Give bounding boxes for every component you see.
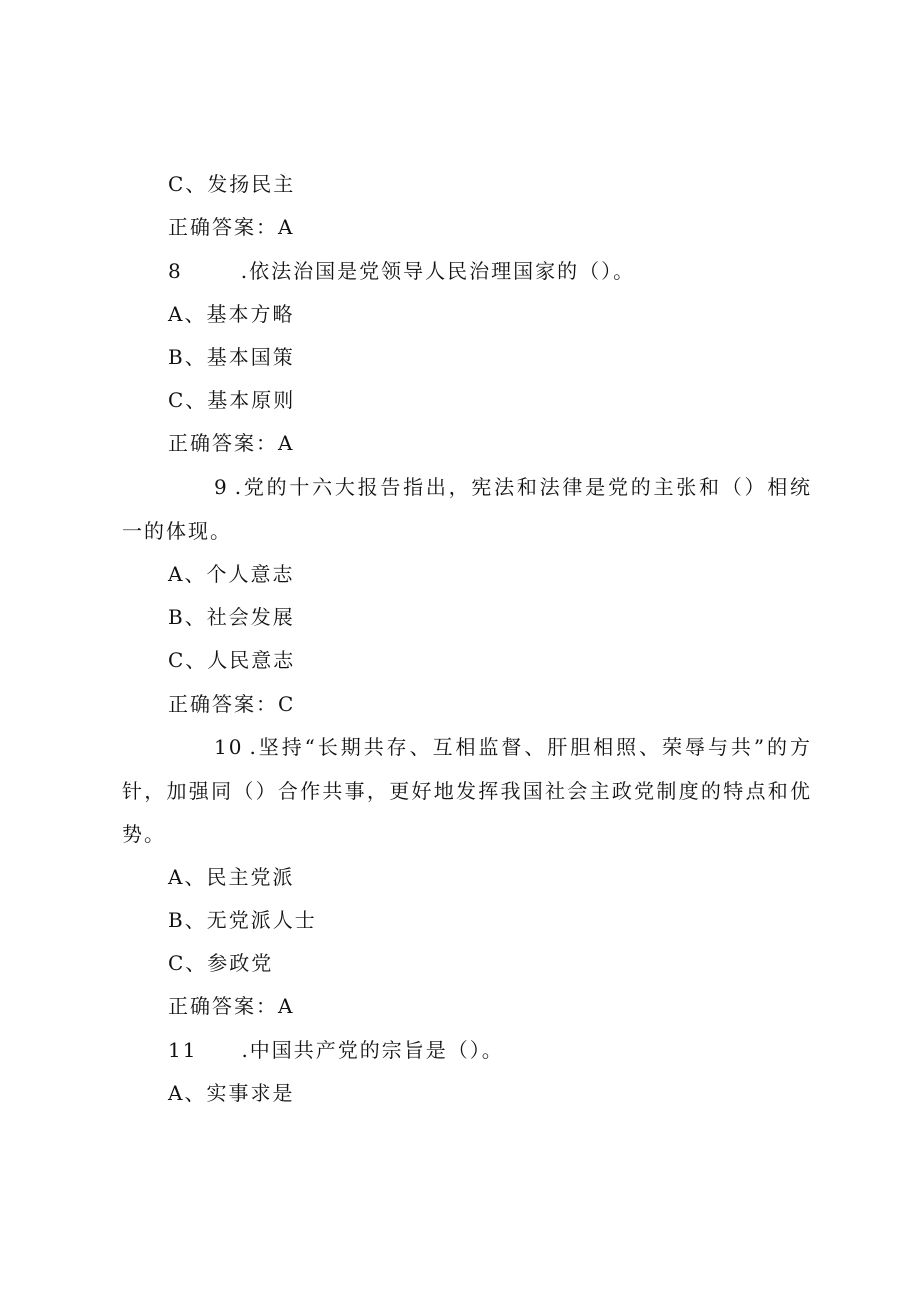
- question-11: [168, 1035, 504, 1065]
- option-a-q9: A、个人意志: [168, 562, 295, 586]
- option-a-q8: A、基本方略: [168, 302, 295, 326]
- answer-q7: 正确答案：A: [168, 215, 295, 239]
- option-c-q7: C、发扬民主: [168, 172, 296, 196]
- option-c-q10: C、参政党: [168, 951, 274, 975]
- option-a-q10: A、民主党派: [168, 865, 295, 889]
- question-number: 8: [168, 259, 183, 283]
- question-text: .中国共产党的宗旨是（）。: [241, 1038, 504, 1062]
- option-b-q8: B、基本国策: [168, 345, 295, 369]
- question-text: .依法治国是党领导人民治理国家的（）。: [240, 259, 636, 283]
- option-c-q8: C、基本原则: [168, 388, 296, 412]
- question-number: 10: [214, 735, 244, 759]
- question-number: 9: [214, 475, 229, 499]
- answer-q10: 正确答案：A: [168, 994, 295, 1018]
- option-b-q10: B、无党派人士: [168, 908, 317, 932]
- answer-q8: 正确答案：A: [168, 431, 295, 455]
- question-text: .党的十六大报告指出，宪法和法律是党的主张和（）相统一的体现。: [122, 475, 812, 543]
- question-8: [168, 256, 635, 286]
- question-9: [122, 466, 812, 553]
- question-text: .坚持“长期共存、互相监督、肝胆相照、荣辱与共”的方针，加强同（）合作共事，更好地发挥我国社会主政党制度的特点和优势。: [122, 735, 812, 846]
- answer-q9: 正确答案：C: [168, 692, 296, 716]
- option-a-q11: A、实事求是: [168, 1081, 295, 1105]
- option-b-q9: B、社会发展: [168, 605, 295, 629]
- question-10: [122, 726, 812, 857]
- question-number: 11: [168, 1038, 198, 1062]
- option-c-q9: C、人民意志: [168, 648, 296, 672]
